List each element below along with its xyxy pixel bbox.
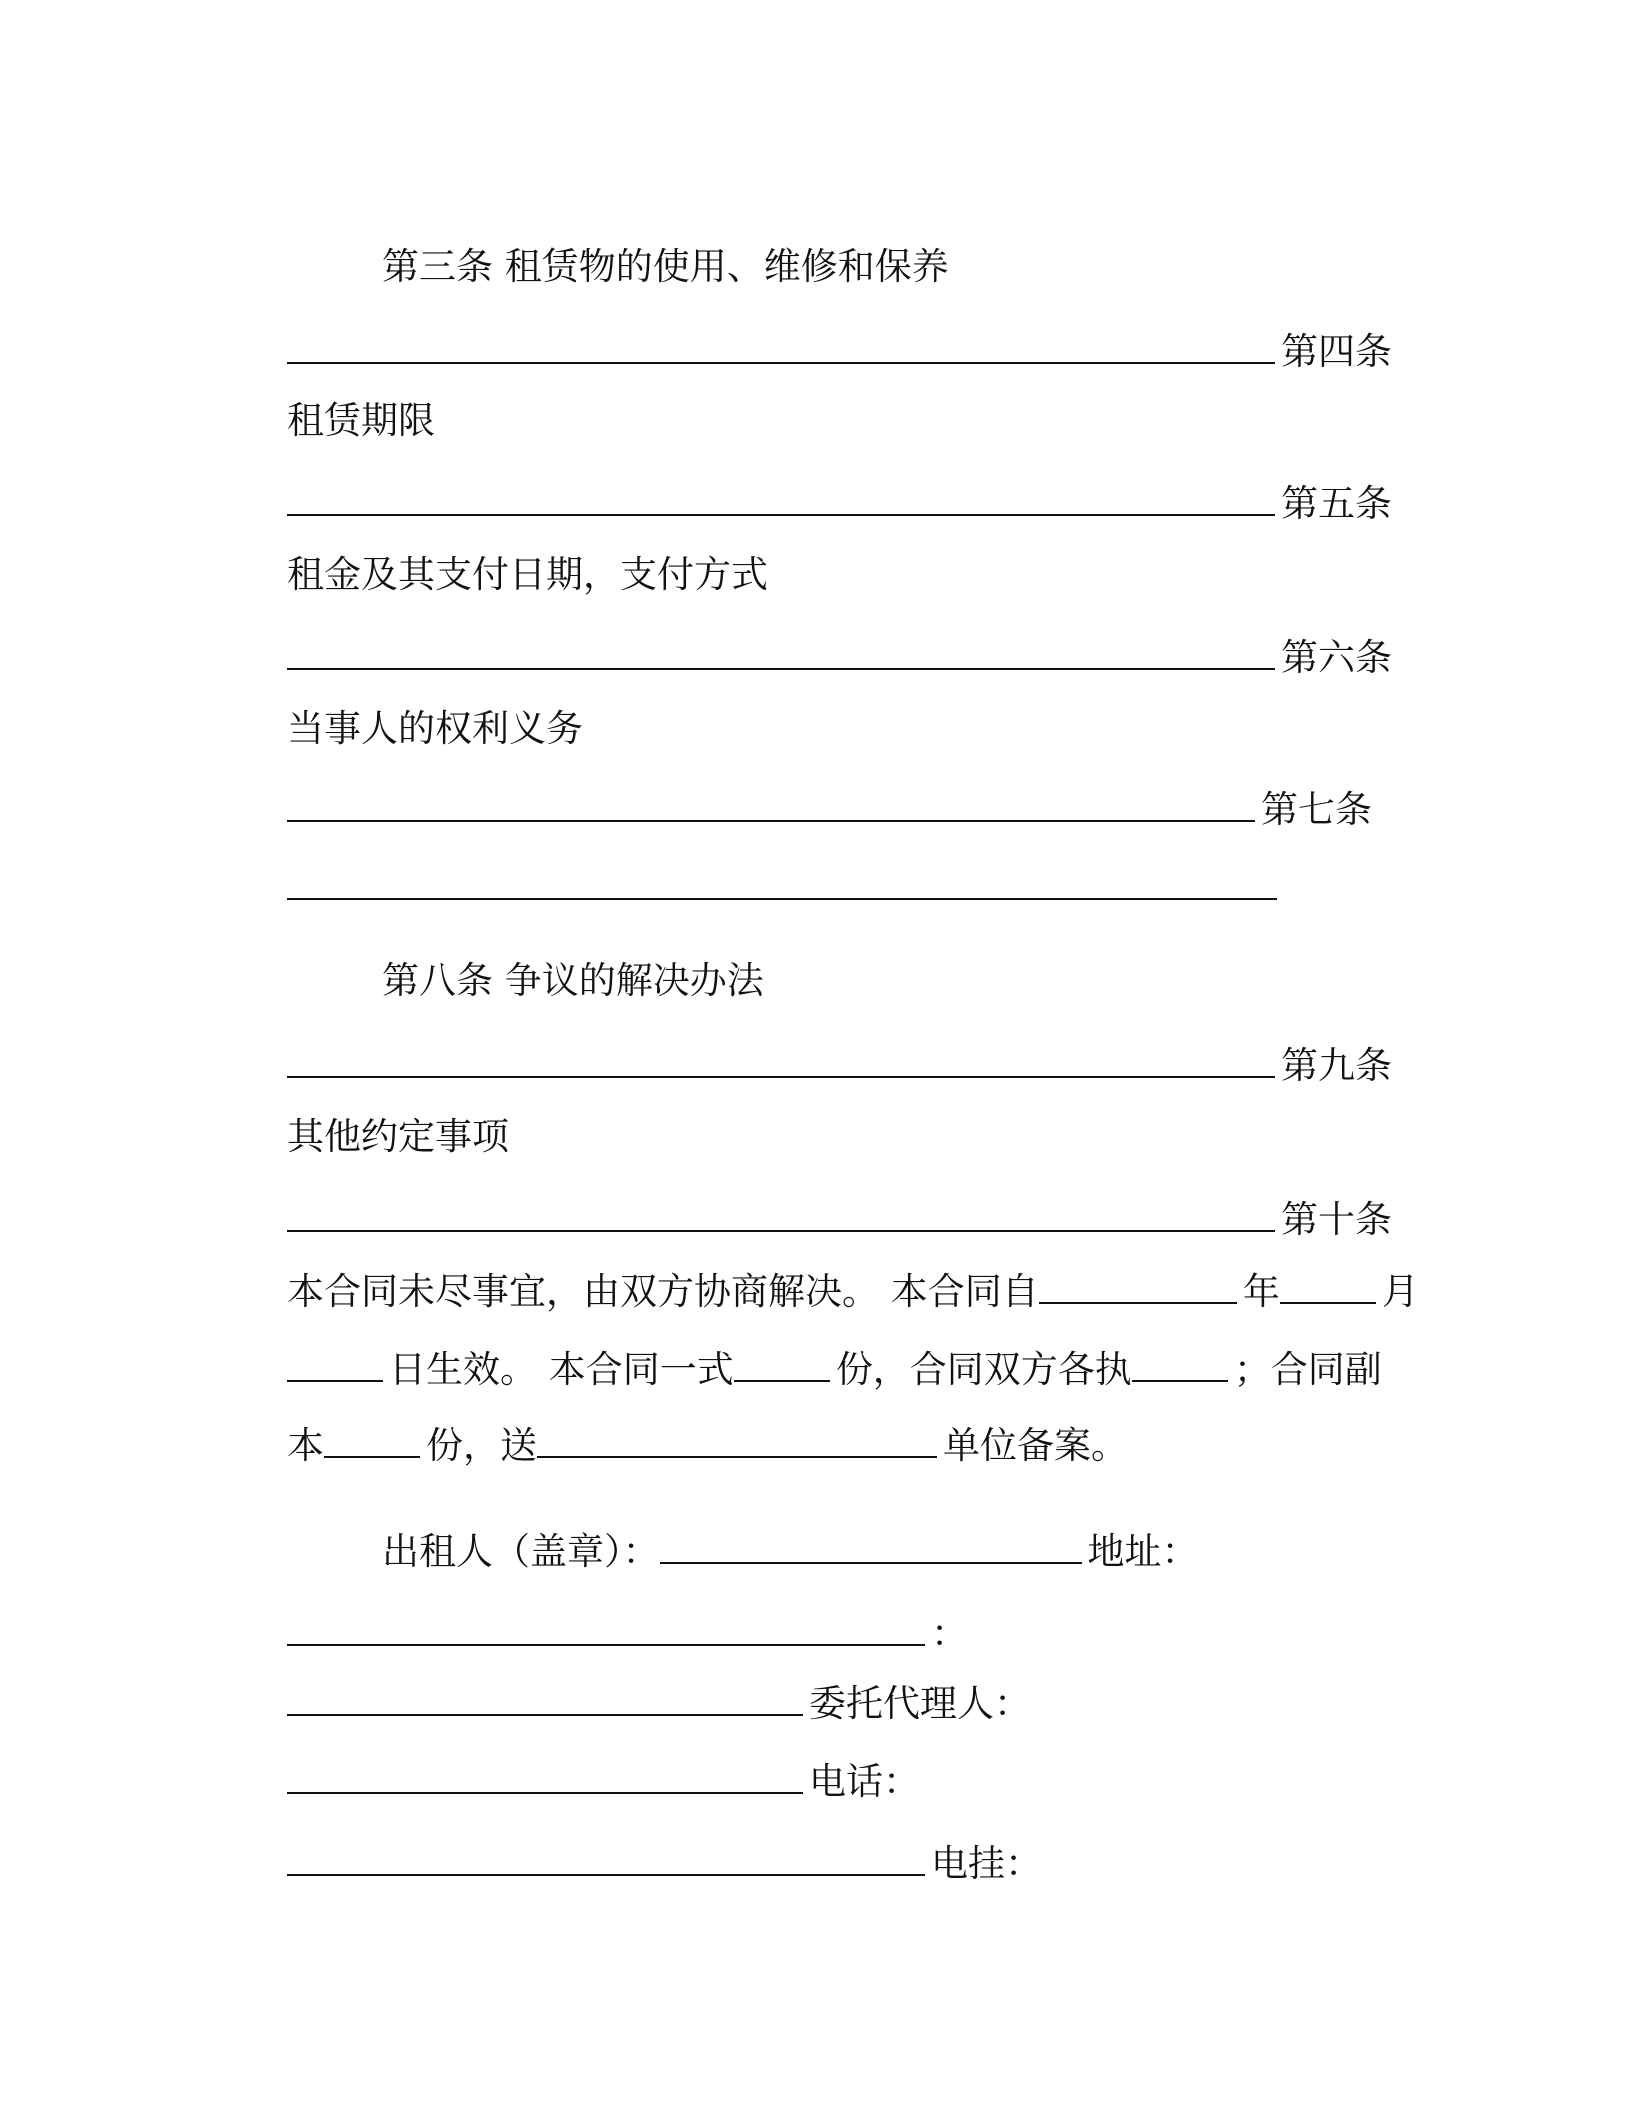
article-10-heading: 第十条 — [1281, 1198, 1393, 1241]
article-5-heading: 第五条 — [1281, 482, 1393, 525]
telegram-label: 电挂： — [931, 1842, 1043, 1885]
year-label: 年 — [1242, 1270, 1280, 1313]
article-10-text-3a: 本 — [287, 1424, 325, 1467]
article-3-blank[interactable] — [287, 326, 1275, 364]
article-7-heading: 第七条 — [1261, 788, 1373, 831]
article-8-text: 第八条 争议的解决办法 — [382, 959, 764, 1002]
article-10-text-1: 本合同未尽事宜，由双方协商解决。 本合同自 — [287, 1270, 1039, 1313]
article-9-heading: 第九条 — [1281, 1044, 1393, 1087]
article-10-text-3c: 单位备案。 — [943, 1424, 1129, 1467]
phone-blank[interactable] — [287, 1838, 925, 1876]
article-6-title: 当事人的权利义务 — [287, 707, 584, 750]
duplicate-copies-blank[interactable] — [324, 1420, 420, 1458]
lessor-label: 出租人（盖章）： — [382, 1530, 660, 1573]
filing-unit-blank[interactable] — [537, 1420, 937, 1458]
address-label: 地址： — [1087, 1530, 1199, 1573]
article-7-blank[interactable] — [287, 862, 1277, 900]
article-9-title: 其他约定事项 — [287, 1115, 510, 1158]
article-5-title: 租金及其支付日期，支付方式 — [287, 553, 769, 596]
colon-label: ： — [931, 1612, 969, 1655]
article-10-text-2b: 份，合同双方各执 — [835, 1348, 1132, 1391]
phone-label: 电话： — [809, 1760, 921, 1803]
each-party-copies-blank[interactable] — [1132, 1344, 1228, 1382]
article-4-title: 租赁期限 — [287, 399, 436, 442]
article-10-text-2c: ；合同副 — [1233, 1348, 1382, 1391]
article-10-text-2a: 日生效。 本合同一式 — [389, 1348, 734, 1391]
article-6-heading: 第六条 — [1281, 636, 1393, 679]
article-3-text: 第三条 租赁物的使用、维修和保养 — [382, 245, 949, 288]
month-label: 月 — [1381, 1270, 1419, 1313]
article-4-heading: 第四条 — [1281, 330, 1393, 373]
agent-label: 委托代理人： — [809, 1682, 1032, 1725]
article-10-text-3b: 份，送 — [426, 1424, 538, 1467]
telegram-line — [240, 1788, 1042, 1939]
